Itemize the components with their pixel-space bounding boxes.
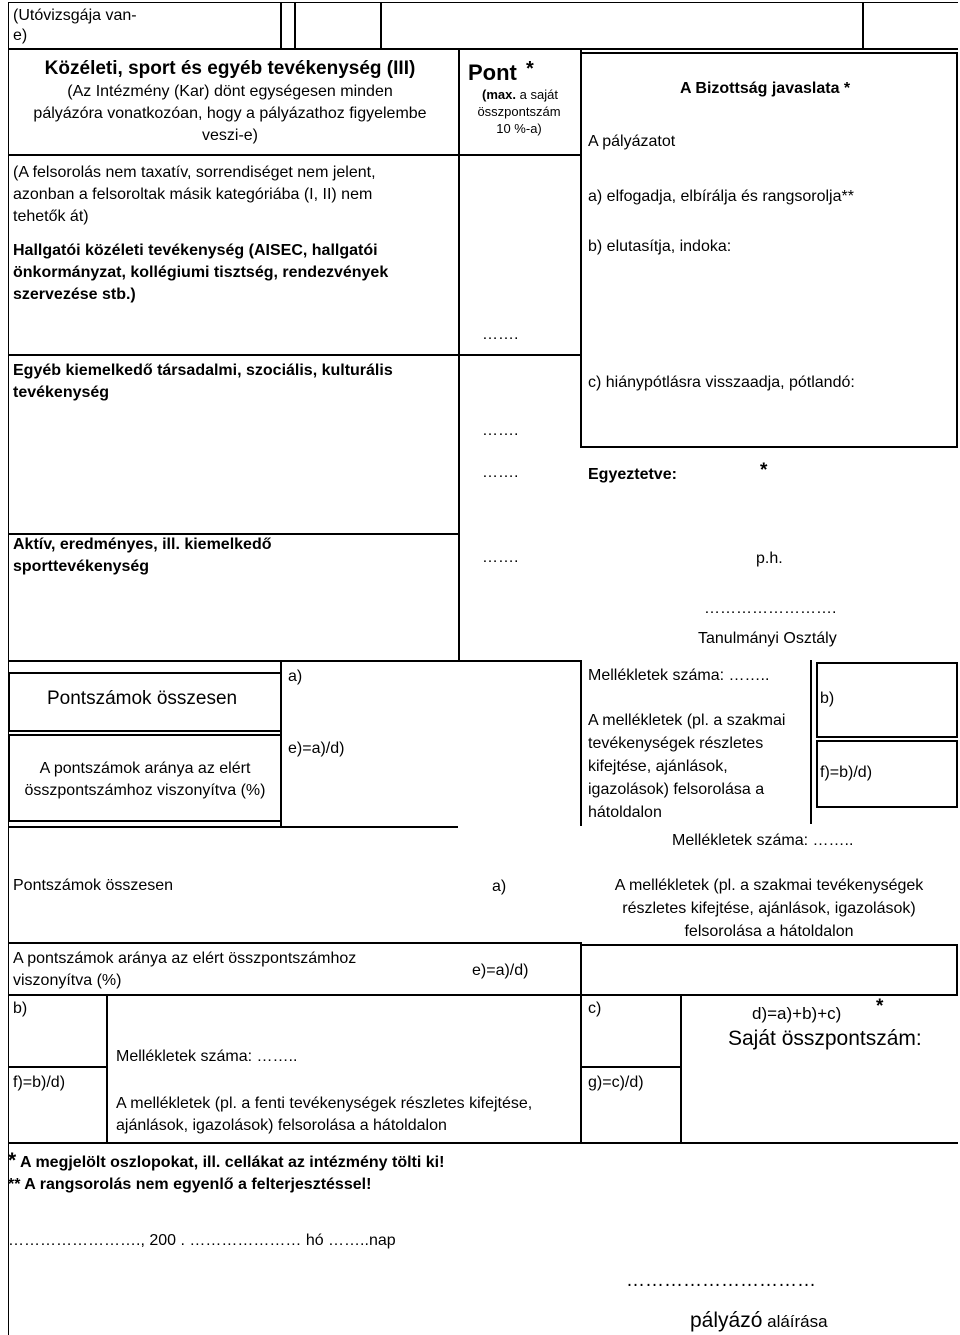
points-sub: 10 %-a): [496, 121, 542, 136]
attachments-right: részletes kifejtése, ajánlások, igazolások): [622, 900, 916, 917]
public-activity-label: Hallgatói közéleti tevékenység (AISEC, hallgatói: [13, 242, 378, 259]
value-b-cell: [816, 662, 958, 738]
retake-label: (Utóvizsgája van- e): [13, 7, 137, 44]
note-line: tehetők át): [13, 208, 89, 225]
points-star: *: [526, 58, 534, 80]
total-points-label: Pontszámok összesen: [47, 688, 238, 709]
attachments-right: A mellékletek (pl. a szakmai tevékenységek: [614, 877, 924, 894]
other-activity-label: Egyéb kiemelkedő társadalmi, szociális, kulturális: [13, 362, 393, 379]
value-g: g)=c)/d): [588, 1074, 644, 1091]
attachments-count: Mellékletek száma: ……..: [116, 1048, 298, 1065]
value-f: f)=b)/d): [820, 764, 873, 781]
points-dots: …….: [482, 326, 519, 343]
points-dots: …….: [482, 549, 519, 566]
attachments-right: felsorolása a hátoldalon: [684, 923, 854, 940]
stamp-label: p.h.: [756, 550, 783, 567]
value-e: e)=a)/d): [472, 962, 529, 979]
points-dots: …….: [482, 464, 519, 481]
ratio-label: viszonyítva (%): [13, 972, 122, 989]
agreed-label: Egyeztetve:: [588, 466, 677, 483]
attachments-desc: tevékenységek részletes: [588, 735, 764, 752]
committee-title: A Bizottság javaslata *: [680, 80, 851, 97]
value-d: d)=a)+b)+c): [752, 1004, 842, 1023]
attachments-count: Mellékletek száma: ……..: [588, 667, 770, 684]
intro-line: (Az Intézmény (Kar) dönt egységesen minden: [67, 83, 393, 100]
value-a: a): [288, 668, 303, 685]
sport-activity-label: Aktív, eredményes, ill. kiemelkedő: [13, 536, 272, 553]
note-line: (A felsorolás nem taxatív, sorrendiséget nem jelent,: [13, 164, 376, 181]
note-line: azonban a felsoroltak másik kategóriába (I, II) nem: [13, 186, 373, 203]
points-dots: …….: [482, 422, 519, 439]
value-c: c): [588, 1000, 602, 1017]
committee-option-a: a) elfogadja, elbírálja és rangsorolja**: [588, 188, 854, 205]
office-label: Tanulmányi Osztály: [698, 630, 837, 647]
value-b: b): [820, 690, 835, 707]
attachments-desc: A mellékletek (pl. a szakmai: [588, 712, 786, 729]
value-b: b): [13, 1000, 28, 1017]
own-total-label: Saját összpontszám:: [728, 1027, 922, 1050]
committee-option-c: c) hiánypótlásra visszaadja, pótlandó:: [588, 374, 855, 391]
ratio-label: A pontszámok aránya az elért összpontszámhoz: [13, 950, 357, 967]
committee-option-b: b) elutasítja, indoka:: [588, 238, 732, 255]
ratio-label: összpontszámhoz viszonyítva (%): [24, 782, 266, 799]
public-activity-label: önkormányzat, kollégiumi tisztség, rendezvények: [13, 264, 389, 281]
date-line: ……………………., 200 . ………………… hó ……..nap: [8, 1232, 396, 1249]
attachments-desc: hátoldalon: [588, 804, 662, 821]
ratio-label: A pontszámok aránya az elért: [39, 760, 251, 777]
applicant-sign-label: pályázó aláírása: [690, 1309, 828, 1332]
applicant-sign-dots: …………………………: [626, 1270, 816, 1291]
sport-activity-label: sporttevékenység: [13, 558, 150, 575]
value-d-star: *: [876, 996, 884, 1017]
attachments-desc: igazolások) felsorolása a: [588, 781, 765, 798]
value-a: a): [492, 878, 507, 895]
footnote-double-star: ** A rangsorolás nem egyenlő a felterjesztéssel!: [8, 1176, 372, 1193]
section-heading: Közéleti, sport és egyéb tevékenység (III): [44, 58, 416, 79]
page-left-border: [8, 2, 9, 1335]
intro-line: pályázóra vonatkozóan, hogy a pályázathoz figyelembe: [33, 105, 427, 122]
attachments-desc: A mellékletek (pl. a fenti tevékenységek részletes kifejtése,: [116, 1095, 533, 1112]
other-activity-label: tevékenység: [13, 384, 110, 401]
points-sub: összpontszám: [477, 104, 561, 119]
office-sign-dots: …………………….: [704, 600, 837, 617]
footnote-star: * A megjelölt oszlopokat, ill. cellákat az intézmény tölti ki!: [8, 1149, 445, 1172]
attachments-desc: ajánlások, igazolások) felsorolása a hátoldalon: [116, 1117, 447, 1134]
points-sub: (max. a saját: [482, 87, 558, 102]
attachments-count: Mellékletek száma: ……..: [672, 832, 854, 849]
value-f: f)=b)/d): [13, 1074, 66, 1091]
attachments-desc: kifejtése, ajánlások,: [588, 758, 728, 775]
agreed-star: *: [760, 460, 768, 481]
intro-line: veszi-e): [201, 127, 258, 144]
committee-applicant: A pályázatot: [588, 133, 676, 150]
value-e: e)=a)/d): [288, 740, 345, 757]
public-activity-label: szervezése stb.): [13, 286, 136, 303]
points-title: Pont: [468, 60, 517, 85]
total-points-label: Pontszámok összesen: [13, 877, 174, 894]
